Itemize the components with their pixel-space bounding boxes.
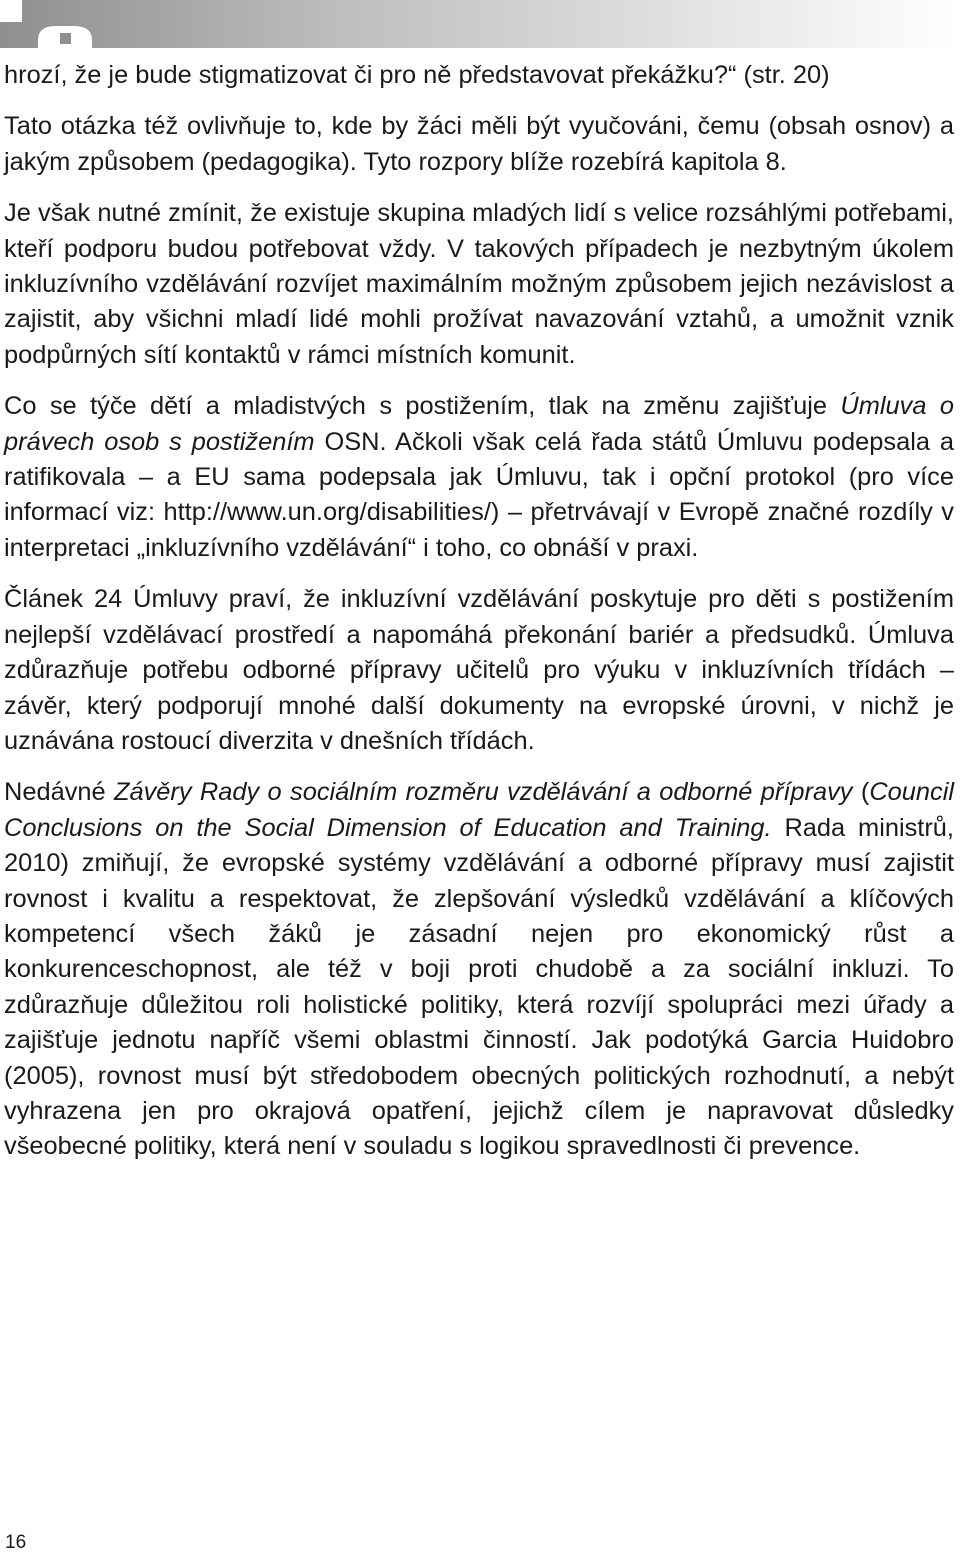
paragraph-text: Článek 24 Úmluvy praví, že inkluzívní vzdělávání poskytuje pro děti s postižením nejlepší vzdělávací prostředí a napomáhá překonání bariér a předsudků. Úmluva zdůrazňuje potřebu odborné přípravy učitelů pro výuku v inkluzívních třídách – závěr, který podporují mnohé další dokumenty na evropské úrovni, v nichž je uznávána rostoucí diverzita v dnešních třídách. (4, 585, 954, 755)
paragraph (4, 58, 954, 93)
paragraph (4, 196, 954, 373)
header-square-mark (0, 0, 22, 22)
italic-title-text: Úmluva o právech osob s postižením (4, 392, 954, 456)
page-number: 16 (5, 1532, 27, 1553)
paragraph-text: hrozí, že je bude stigmatizovat či pro ně představovat překážku?“ (str. 20) (4, 61, 830, 89)
paragraph (4, 389, 954, 566)
header-tab-square (60, 33, 71, 44)
paragraph-text: Je však nutné zmínit, že existuje skupina mladých lidí s velice rozsáhlými potřebami, kteří podporu budou potřebovat vždy. V takových případech je nezbytným úkolem inkluzívního vzdělávání rozvíjet maximálním možným způsobem jejich nezávislost a zajistit, aby všichni mladí lidé mohli prožívat navazování vztahů, a umožnit vznik podpůrných sítí kontaktů v rámci místních komunit. (4, 199, 954, 369)
paragraph-text: ( (852, 778, 870, 807)
paragraph-text: Tato otázka též ovlivňuje to, kde by žáci měli být vyučováni, čemu (obsah osnov) a jakým způsobem (pedagogika). Tyto rozpory blíže rozebírá kapitola 8. (4, 112, 954, 176)
document-body (4, 58, 954, 1165)
paragraph (4, 582, 954, 759)
italic-title-text: Závěry Rady o sociálním rozměru vzdělávání a odborné přípravy (113, 778, 853, 807)
paragraph (4, 775, 954, 1164)
paragraph-text: Co se týče dětí a mladistvých s postižením, tlak na změnu zajišťuje (4, 392, 841, 421)
italic-title-text: Council Conclusions on the Social Dimension of Education and Training. (4, 778, 954, 842)
page-header-decoration (0, 0, 960, 48)
paragraph-text: Rada ministrů, 2010) zmiňují, že evropské systémy vzdělávání a odborné přípravy musí zajistit rovnost i kvalitu a respektovat, že zlepšování výsledků vzdělávání a klíčových kompetencí všech žáků je zásadní nejen pro ekonomický růst a konkurenceschopnost, ale též v boji proti chudobě a za sociální inkluzi. To zdůrazňuje důležitou roli holistické politiky, která rozvíjí spolupráci mezi úřady a zajišťuje jednotu napříč všemi oblastmi činností. Jak podotýká Garcia Huidobro (2005), rovnost musí být středobodem obecných politických rozhodnutí, a nebýt vyhrazena jen pro okrajová opatření, jejichž cílem je napravovat důsledky všeobecné politiky, která není v souladu s logikou spravedlnosti či prevence. (4, 813, 954, 1161)
paragraph (4, 109, 954, 180)
header-gradient-bar (0, 0, 960, 48)
paragraph-text: Nedávné (4, 778, 114, 807)
paragraph-text: OSN. Ačkoli však celá řada států Úmluvu podepsala a ratifikovala – a EU sama podepsala jak Úmluvu, tak i opční protokol (pro více informací viz: http://www.un.org/disabilities/) – přetrvávají v Evropě značné rozdíly v interpretaci „inkluzívního vzdělávání“ i toho, co obnáší v praxi. (4, 427, 954, 562)
header-graphic (0, 0, 960, 48)
